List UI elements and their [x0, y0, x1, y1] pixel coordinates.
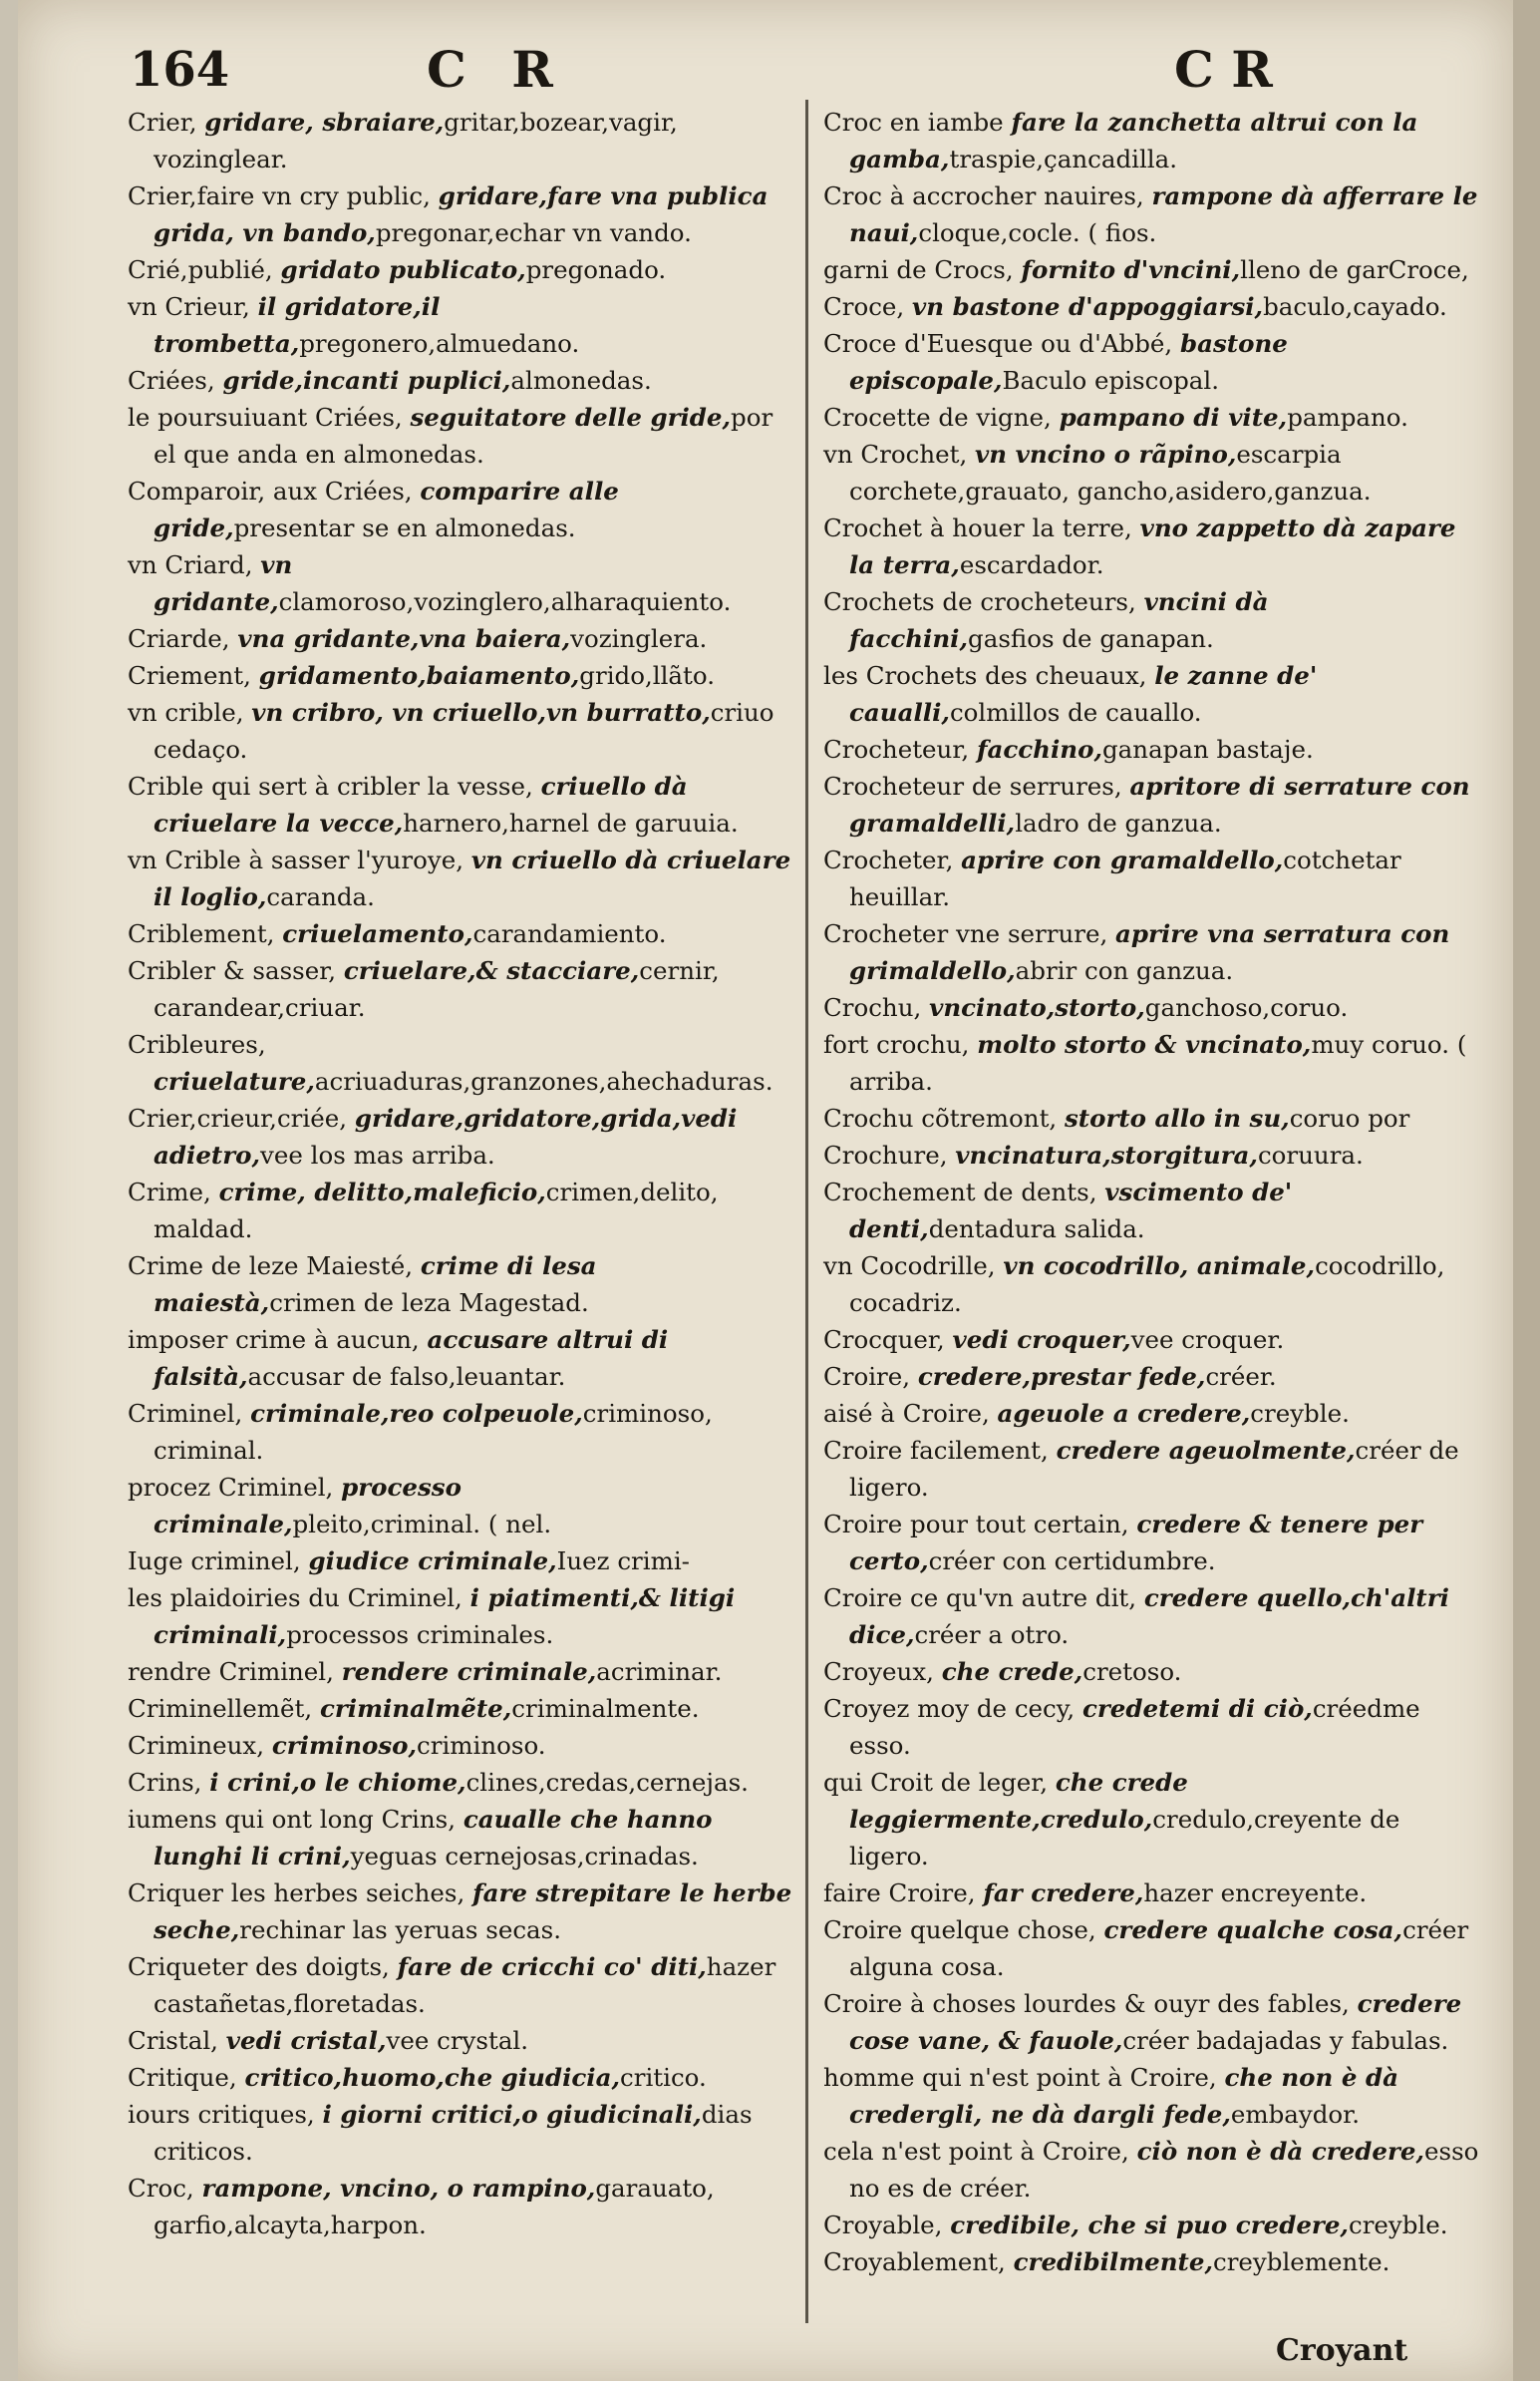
spanish-gloss: abrir con ganzua. [1015, 956, 1234, 985]
italian-gloss: credere & tenere per certo, [849, 1510, 1423, 1575]
dictionary-entry [823, 2243, 1481, 2280]
spanish-gloss: hazer encreyente. [1143, 1878, 1368, 1907]
french-headword: Croyez moy de cecy, [823, 1694, 1076, 1723]
italian-gloss: giudice criminale, [308, 1546, 557, 1575]
italian-gloss: seguitatore delle gride, [410, 403, 732, 432]
spanish-gloss: traspie,çancadilla. [949, 145, 1178, 173]
spanish-gloss: Iuez crimi- [556, 1546, 690, 1575]
italian-gloss: far credere, [983, 1878, 1144, 1907]
italian-gloss: vno zappetto dà zapare la terra, [849, 513, 1456, 579]
spanish-gloss: presentar se en almonedas. [233, 513, 576, 542]
spanish-gloss: créer de ligero. [849, 1436, 1459, 1502]
italian-gloss: rampone dà afferrare le naui, [849, 181, 1478, 247]
right-column [823, 104, 1481, 2280]
italian-gloss: apritore di serrature con gramaldelli, [849, 772, 1470, 838]
spanish-gloss: baculo,cayado. [1263, 292, 1447, 321]
dictionary-entry [128, 2096, 795, 2170]
french-headword: Croire, [823, 1362, 911, 1391]
dictionary-entry [823, 325, 1481, 399]
spanish-gloss: pampano. [1287, 403, 1408, 432]
dictionary-entry [823, 251, 1481, 288]
french-headword: Criqueter des doigts, [128, 1952, 390, 1981]
french-headword: Criquer les herbes seiches, [128, 1878, 465, 1907]
italian-gloss: bastone episcopale, [849, 329, 1288, 395]
french-headword: Crochets de crocheteurs, [823, 587, 1136, 616]
dictionary-entry [823, 1985, 1481, 2059]
italian-gloss: credere quello,ch'altri dice, [849, 1583, 1449, 1649]
french-headword: homme qui n'est point à Croire, [823, 2063, 1217, 2092]
italian-gloss: storto allo in su, [1065, 1104, 1290, 1133]
italian-gloss: i crini,o le chiome, [209, 1768, 466, 1797]
french-headword: Croc, [128, 2174, 194, 2203]
dictionary-entry [823, 510, 1481, 583]
spanish-gloss: dias criticos. [154, 2100, 753, 2166]
italian-gloss: vn cocodrillo, animale, [1003, 1251, 1316, 1280]
french-headword: Crié,publié, [128, 255, 273, 284]
french-headword: Crochu, [823, 993, 922, 1022]
spanish-gloss: cocodrillo, cocadriz. [849, 1251, 1445, 1317]
spanish-gloss: pregonar,echar vn vando. [375, 218, 692, 247]
french-headword: Croire quelque chose, [823, 1915, 1096, 1944]
dictionary-entry [128, 1874, 795, 1948]
dictionary-entry [823, 1100, 1481, 1137]
italian-gloss: credibilmente, [1013, 2247, 1213, 2276]
italian-gloss: accusare altrui di falsità, [154, 1325, 669, 1391]
french-headword: Crier,crieur,criée, [128, 1104, 348, 1133]
french-headword: Croire à choses lourdes & ouyr des fables, [823, 1989, 1350, 2018]
french-headword: imposer crime à aucun, [128, 1325, 420, 1354]
french-headword: iours critiques, [128, 2100, 315, 2129]
french-headword: vn Crible à sasser l'yuroye, [128, 846, 464, 874]
dictionary-entry [128, 694, 795, 768]
italian-gloss: credetemi di ciò, [1081, 1694, 1313, 1723]
dictionary-entry [823, 1764, 1481, 1874]
dictionary-entry [128, 1542, 795, 1579]
dictionary-entry [823, 1579, 1481, 1653]
left-running-head: C R [427, 40, 567, 99]
catchword: Croyant [1276, 2333, 1408, 2368]
page-header [18, 34, 1513, 114]
italian-gloss: vedi croquer, [952, 1325, 1131, 1354]
french-headword: procez Criminel, [128, 1473, 334, 1502]
french-headword: garni de Crocs, [823, 255, 1014, 284]
dictionary-entry [128, 1690, 795, 1727]
italian-gloss: criminoso, [271, 1731, 418, 1760]
dictionary-entry [823, 399, 1481, 436]
dictionary-entry [128, 1579, 795, 1653]
dictionary-entry [823, 2059, 1481, 2133]
adjacent-page-edge [1513, 0, 1540, 2381]
italian-gloss: vncini dà facchini, [849, 587, 1269, 653]
spanish-gloss: hazer castañetas,floretadas. [154, 1952, 776, 2018]
dictionary-entry [128, 657, 795, 694]
dictionary-entry [128, 2170, 795, 2243]
spanish-gloss: grido,llãto. [579, 661, 715, 690]
french-headword: Critique, [128, 2063, 237, 2092]
spanish-gloss: creyble. [1250, 1399, 1350, 1428]
spanish-gloss: caranda. [266, 882, 375, 911]
french-headword: Criblement, [128, 919, 275, 948]
dictionary-entry [128, 1653, 795, 1690]
italian-gloss: ciò non è dà credere, [1136, 2137, 1424, 2166]
spanish-gloss: dentadura salida. [928, 1214, 1145, 1243]
french-headword: Crocheter vne serrure, [823, 919, 1108, 948]
dictionary-entry [128, 2059, 795, 2096]
italian-gloss: vncinatura,storgitura, [955, 1141, 1258, 1170]
italian-gloss: vn vncino o rãpino, [975, 440, 1237, 469]
dictionary-entry [128, 768, 795, 842]
dictionary-page [18, 0, 1513, 2381]
spanish-gloss: créedme esso. [849, 1694, 1420, 1760]
dictionary-entry [128, 915, 795, 952]
french-headword: Iuge criminel, [128, 1546, 301, 1575]
spanish-gloss: ganapan bastaje. [1102, 735, 1314, 764]
dictionary-entry [128, 1247, 795, 1321]
italian-gloss: gridato publicato, [280, 255, 526, 284]
french-headword: Crins, [128, 1768, 202, 1797]
dictionary-entry [823, 731, 1481, 768]
dictionary-entry [128, 842, 795, 915]
left-column [128, 104, 795, 2243]
dictionary-entry [823, 1506, 1481, 1579]
dictionary-entry [823, 1874, 1481, 1911]
french-headword: les Crochets des cheuaux, [823, 661, 1147, 690]
french-headword: Crochet à houer la terre, [823, 513, 1132, 542]
french-headword: Crocheter, [823, 846, 954, 874]
french-headword: vn crible, [128, 698, 244, 727]
spanish-gloss: vozinglera. [570, 624, 708, 653]
spanish-gloss: esso no es de créer. [849, 2137, 1479, 2203]
french-headword: Croire pour tout certain, [823, 1510, 1129, 1538]
dictionary-entry [128, 251, 795, 288]
spanish-gloss: embaydor. [1230, 2100, 1360, 2129]
dictionary-entry [128, 1026, 795, 1100]
spanish-gloss: cretoso. [1082, 1657, 1182, 1686]
italian-gloss: comparire alle gride, [154, 477, 619, 542]
spanish-gloss: créer badajadas y fabulas. [1122, 2026, 1449, 2055]
french-headword: iumens qui ont long Crins, [128, 1805, 457, 1834]
dictionary-entry [823, 1321, 1481, 1358]
italian-gloss: vscimento de' denti, [849, 1178, 1293, 1243]
dictionary-entry [128, 177, 795, 251]
spanish-gloss: lleno de garCroce, [1240, 255, 1469, 284]
italian-gloss: ageuole a credere, [997, 1399, 1251, 1428]
french-headword: Crocquer, [823, 1325, 945, 1354]
dictionary-entry [128, 1321, 795, 1395]
spanish-gloss: harnero,harnel de garuuia. [403, 809, 739, 838]
spanish-gloss: crimen,delito, maldad. [154, 1178, 719, 1243]
french-headword: Crochement de dents, [823, 1178, 1097, 1206]
french-headword: Croce, [823, 292, 905, 321]
dictionary-entry [823, 1174, 1481, 1247]
italian-gloss: criuello dà criuelare la vecce, [154, 772, 688, 838]
french-headword: Criement, [128, 661, 251, 690]
italian-gloss: il gridatore,il trombetta, [154, 292, 441, 358]
french-headword: Criminellemẽt, [128, 1694, 313, 1723]
spanish-gloss: crimen de leza Magestad. [269, 1288, 589, 1317]
spanish-gloss: processos criminales. [286, 1620, 554, 1649]
french-headword: vn Criard, [128, 550, 253, 579]
spanish-gloss: accusar de falso,leuantar. [247, 1362, 566, 1391]
dictionary-entry [128, 288, 795, 362]
spanish-gloss: gritar,bozear,vagir, vozinglear. [154, 108, 678, 173]
dictionary-entry [823, 1432, 1481, 1506]
spanish-gloss: clamoroso,vozinglero,alharaquiento. [278, 587, 732, 616]
spanish-gloss: vee crystal. [386, 2026, 529, 2055]
dictionary-entry [128, 1174, 795, 1247]
italian-gloss: gridamento,baiamento, [258, 661, 580, 690]
right-running-head: C R [1174, 40, 1273, 99]
italian-gloss: credere qualche cosa, [1103, 1915, 1403, 1944]
dictionary-entry [823, 1911, 1481, 1985]
spanish-gloss: vee los mas arriba. [260, 1141, 495, 1170]
spanish-gloss: créer alguna cosa. [849, 1915, 1469, 1981]
spanish-gloss: cotchetar heuillar. [849, 846, 1401, 911]
french-headword: cela n'est point à Croire, [823, 2137, 1129, 2166]
spanish-gloss: almonedas. [510, 366, 652, 395]
italian-gloss: criminale,reo colpeuole, [250, 1399, 583, 1428]
dictionary-entry [823, 1358, 1481, 1395]
spanish-gloss: garauato, garfio,alcayta,harpon. [154, 2174, 715, 2239]
french-headword: le poursuiuant Criées, [128, 403, 403, 432]
italian-gloss: vna gridante,vna baiera, [237, 624, 571, 653]
french-headword: Crime de leze Maiesté, [128, 1251, 414, 1280]
french-headword: Crochu cõtremont, [823, 1104, 1058, 1133]
italian-gloss: credere cose vane, & fauole, [849, 1989, 1462, 2055]
french-headword: Cribleures, [128, 1030, 266, 1059]
italian-gloss: le zanne de' caualli, [849, 661, 1318, 727]
dictionary-entry [823, 177, 1481, 251]
french-headword: rendre Criminel, [128, 1657, 334, 1686]
french-headword: Croire ce qu'vn autre dit, [823, 1583, 1137, 1612]
french-headword: Cristal, [128, 2026, 218, 2055]
italian-gloss: molto storto & vncinato, [977, 1030, 1312, 1059]
dictionary-entry [128, 620, 795, 657]
dictionary-entry [128, 1469, 795, 1542]
spanish-gloss: criuo cedaço. [154, 698, 774, 764]
italian-gloss: vn criuello dà criuelare il loglio, [154, 846, 791, 911]
italian-gloss: fare la zanchetta altrui con la gamba, [849, 108, 1418, 173]
italian-gloss: aprire con gramaldello, [961, 846, 1284, 874]
italian-gloss: che non è dà credergli, ne dà dargli fede, [849, 2063, 1398, 2129]
italian-gloss: credere ageuolmente, [1056, 1436, 1356, 1465]
italian-gloss: caualle che hanno lunghi li crini, [154, 1805, 713, 1871]
french-headword: Criarde, [128, 624, 230, 653]
dictionary-entry [823, 768, 1481, 842]
spanish-gloss: criminalmente. [511, 1694, 700, 1723]
dictionary-entry [823, 2207, 1481, 2243]
spanish-gloss: créer. [1205, 1362, 1277, 1391]
spanish-gloss: clines,credas,cernejas. [465, 1768, 749, 1797]
dictionary-entry [128, 2022, 795, 2059]
spanish-gloss: por el que anda en almonedas. [154, 403, 773, 469]
dictionary-entry [823, 657, 1481, 731]
italian-gloss: aprire vna serratura con grimaldello, [849, 919, 1450, 985]
dictionary-entry [823, 842, 1481, 915]
italian-gloss: che crede, [941, 1657, 1083, 1686]
spanish-gloss: vee croquer. [1130, 1325, 1285, 1354]
spanish-gloss: pleito,criminal. ( nel. [292, 1510, 552, 1538]
dictionary-entry [823, 1690, 1481, 1764]
spanish-gloss: creyble. [1348, 2211, 1448, 2239]
french-headword: Crimineux, [128, 1731, 265, 1760]
dictionary-entry [128, 1100, 795, 1174]
spanish-gloss: colmillos de cauallo. [949, 698, 1202, 727]
italian-gloss: credibile, che si puo credere, [950, 2211, 1349, 2239]
italian-gloss: rampone, vncino, o rampino, [201, 2174, 596, 2203]
spanish-gloss: escarpia corchete,grauato, gancho,asidero,ganzua. [849, 440, 1372, 506]
italian-gloss: vedi cristal, [225, 2026, 387, 2055]
spanish-gloss: critico. [620, 2063, 707, 2092]
spanish-gloss: acriuaduras,granzones,ahechaduras. [314, 1067, 773, 1096]
dictionary-entry [128, 1764, 795, 1801]
italian-gloss: critico,huomo,che giudicia, [244, 2063, 621, 2092]
page-number: 164 [130, 42, 230, 98]
french-headword: vn Crieur, [128, 292, 250, 321]
french-headword: les plaidoiries du Criminel, [128, 1583, 462, 1612]
french-headword: Croc en iambe [823, 108, 1004, 137]
italian-gloss: vncinato,storto, [929, 993, 1145, 1022]
dictionary-entry [823, 583, 1481, 657]
spanish-gloss: coruura. [1257, 1141, 1364, 1170]
spanish-gloss: yeguas cernejosas,crinadas. [350, 1842, 699, 1871]
french-headword: Criminel, [128, 1399, 243, 1428]
italian-gloss: gridare,fare vna publica grida, vn bando, [154, 181, 769, 247]
spanish-gloss: cernir, carandear,criuar. [154, 956, 720, 1022]
french-headword: vn Cocodrille, [823, 1251, 996, 1280]
french-headword: Croyablement, [823, 2247, 1006, 2276]
dictionary-entry [128, 399, 795, 473]
italian-gloss: gride,incanti puplici, [222, 366, 511, 395]
dictionary-entry [823, 2133, 1481, 2207]
french-headword: Crier,faire vn cry public, [128, 181, 431, 210]
dictionary-entry [823, 1653, 1481, 1690]
italian-gloss: i piatimenti,& litigi criminali, [154, 1583, 736, 1649]
italian-gloss: rendere criminale, [341, 1657, 597, 1686]
french-headword: Croire facilement, [823, 1436, 1049, 1465]
french-headword: Crocheteur de serrures, [823, 772, 1122, 801]
dictionary-entry [128, 952, 795, 1026]
french-headword: vn Crochet, [823, 440, 968, 469]
french-headword: fort crochu, [823, 1030, 970, 1059]
spanish-gloss: créer a otro. [914, 1620, 1070, 1649]
spanish-gloss: créer con certidumbre. [928, 1546, 1216, 1575]
column-divider [805, 100, 808, 2323]
spanish-gloss: Baculo episcopal. [1002, 366, 1219, 395]
italian-gloss: criminalmẽte, [319, 1694, 512, 1723]
italian-gloss: vn bastone d'appoggiarsi, [912, 292, 1264, 321]
dictionary-entry [128, 1948, 795, 2022]
dictionary-entry [128, 1395, 795, 1469]
dictionary-entry [823, 1395, 1481, 1432]
spanish-gloss: acriminar. [596, 1657, 723, 1686]
french-headword: Crible qui sert à cribler la vesse, [128, 772, 533, 801]
italian-gloss: processo criminale, [154, 1473, 462, 1538]
french-headword: Comparoir, aux Criées, [128, 477, 413, 506]
spanish-gloss: carandamiento. [472, 919, 667, 948]
italian-gloss: facchino, [976, 735, 1102, 764]
italian-gloss: credere,prestar fede, [917, 1362, 1206, 1391]
spanish-gloss: criminoso. [417, 1731, 546, 1760]
italian-gloss: gridare,gridatore,grida,vedi adietro, [154, 1104, 738, 1170]
dictionary-entry [823, 1026, 1481, 1100]
italian-gloss: gridare, sbraiare, [204, 108, 445, 137]
dictionary-entry [823, 989, 1481, 1026]
french-headword: qui Croit de leger, [823, 1768, 1049, 1797]
italian-gloss: che crede leggiermente,credulo, [849, 1768, 1188, 1834]
spanish-gloss: ladro de ganzua. [1015, 809, 1222, 838]
italian-gloss: fare strepitare le herbe seche, [154, 1878, 792, 1944]
french-headword: aisé à Croire, [823, 1399, 990, 1428]
dictionary-entry [128, 473, 795, 546]
spanish-gloss: escardador. [959, 550, 1104, 579]
dictionary-entry [823, 915, 1481, 989]
italian-gloss: criuelamento, [282, 919, 473, 948]
dictionary-entry [128, 104, 795, 177]
dictionary-entry [128, 1727, 795, 1764]
french-headword: Croce d'Euesque ou d'Abbé, [823, 329, 1173, 358]
french-headword: Croyable, [823, 2211, 943, 2239]
french-headword: Crocheteur, [823, 735, 970, 764]
french-headword: Croyeux, [823, 1657, 934, 1686]
dictionary-entry [823, 1247, 1481, 1321]
italian-gloss: vn cribro, vn criuello,vn burratto, [251, 698, 711, 727]
italian-gloss: criuelature, [154, 1067, 315, 1096]
french-headword: Cribler & sasser, [128, 956, 337, 985]
spanish-gloss: credulo,creyente de ligero. [849, 1805, 1400, 1871]
spanish-gloss: creyblemente. [1212, 2247, 1390, 2276]
italian-gloss: crime di lesa maiestà, [154, 1251, 597, 1317]
french-headword: Crochure, [823, 1141, 948, 1170]
italian-gloss: crime, delitto,maleficio, [218, 1178, 546, 1206]
french-headword: Crocette de vigne, [823, 403, 1052, 432]
italian-gloss: i giorni critici,o giudicinali, [322, 2100, 702, 2129]
spanish-gloss: ganchoso,coruo. [1144, 993, 1349, 1022]
spanish-gloss: muy coruo. ( arriba. [849, 1030, 1467, 1096]
french-headword: Criées, [128, 366, 215, 395]
dictionary-entry [823, 436, 1481, 510]
italian-gloss: vn gridante, [154, 550, 293, 616]
dictionary-entry [823, 104, 1481, 177]
spanish-gloss: rechinar las yeruas secas. [239, 1915, 562, 1944]
dictionary-entry [823, 1137, 1481, 1174]
french-headword: Crime, [128, 1178, 211, 1206]
dictionary-entry [823, 288, 1481, 325]
french-headword: faire Croire, [823, 1878, 976, 1907]
spanish-gloss: pregonero,almuedano. [299, 329, 580, 358]
french-headword: Croc à accrocher nauires, [823, 181, 1144, 210]
spanish-gloss: coruo por [1289, 1104, 1410, 1133]
italian-gloss: pampano di vite, [1059, 403, 1288, 432]
spanish-gloss: criminoso, criminal. [154, 1399, 713, 1465]
spanish-gloss: cloque,cocle. ( fios. [918, 218, 1157, 247]
dictionary-entry [128, 1801, 795, 1874]
dictionary-entry [128, 546, 795, 620]
spanish-gloss: pregonado. [525, 255, 667, 284]
spanish-gloss: gasfios de ganapan. [968, 624, 1214, 653]
italian-gloss: fornito d'vncini, [1021, 255, 1241, 284]
italian-gloss: fare de cricchi co' diti, [397, 1952, 707, 1981]
italian-gloss: criuelare,& stacciare, [343, 956, 640, 985]
french-headword: Crier, [128, 108, 197, 137]
dictionary-entry [128, 362, 795, 399]
